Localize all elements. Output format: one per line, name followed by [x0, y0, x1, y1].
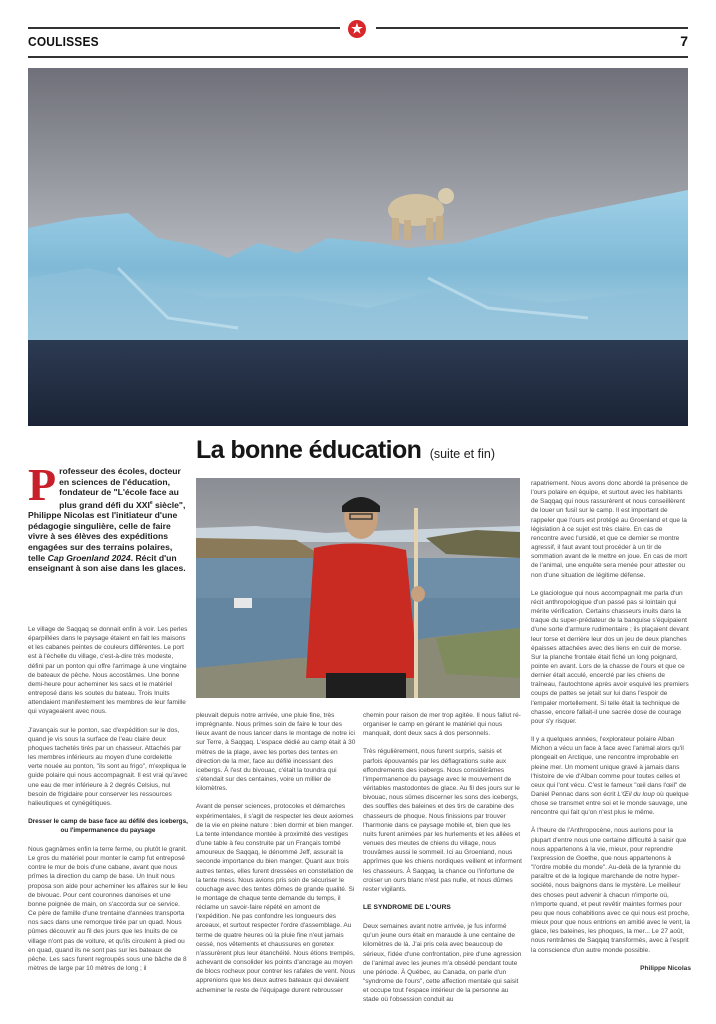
header-rule-top-left: [28, 27, 340, 29]
paragraph: rapatriement. Nous avons donc abordé la présence de l'ours polaire en équipe, et surtout avec les habitants de Saqqaq qui nous rassurèrent et nous conseillèrent de louer un fusil sur le camp. Il est important de rappeler que l'ours est protégé au Groenland et que la législation à ce sujet est très claire. En cas de rencontre avec l'ursidé, et que ce dernier se montre agressif, il faut avant tout procéder à un tir de sommation avant de le mettre en joue. En cas de mort de l'animal, une enquête sera menée pour attester ou non d'une situation de légitime défense.: [531, 480, 688, 579]
subheading: LE SYNDROME DE L'OURS: [363, 903, 451, 911]
article-title: [196, 436, 495, 465]
lead-italic: Cap Groenland 2024: [47, 552, 131, 563]
column-4: [531, 479, 691, 973]
paragraph-text: Il y a quelques années, l'explorateur polaire Alban Michon a vécu un face à face avec l'animal alors qu'il plongeait en Arctique, une rencontre improbable en pleine mer. Un moment unique gravé à jamais dans l'histoire de vie d'Alban comme pour toutes celles et ceux qui l'ont vécu. C'est le fameux "œil dans l'œil" de Daniel Pennac dans son écrit: [531, 736, 687, 798]
paragraph: Très régulièrement, nous furent surpris, saisis et parfois épouvantés par les déflagrations suite aux effondrements des icebergs. Nous considérâmes l'impermanence du paysage avec le mouvement de véritables mastodontes de glace. Au fil des jours sur le bivouac, nous sûmes discerner les sons des icebergs, des souffles des baleines et des tirs de carabine des chasseurs de phoque. Nous finissions par trouver l'harmonie dans ce paysage mobile et, bien que les nuits furent animées par les hurlements et les allées et venues des meutes de chiens du village, nous trouvâmes aussi le sommeil. Ici au Groenland, nous apprîmes que les chiens nordiques veillent et informent les chasseurs. À Saqqaq, la chance ou l'infortune de croiser un ours blanc n'est pas nulle, et nous dûmes rester vigilants.: [363, 748, 522, 893]
paragraph: Le glaciologue qui nous accompagnait me parla d'un récit anthropologique d'un passé pas si lointain qui mérite vérification. Certains chasseurs inuits dans la traque du super-prédateur de la banquise s'équipaient d'une sorte d'armure rudimentaire ; ils plaçaient devant leur torse et derrière leur dos un jeu de deux planches épaisses attachées avec des liens en cuir de morse. Sur la planche frontale était fiché un long poignard, pointe en avant. Lors de la chasse de l'ours et que ce dernier était acculé, encerclé par les chiens de traîneau, l'autochtone après avoir esquivé les premiers coups de pattes se jetait sur lui dans l'espoir de l'empaler mortellement. Si telle était la technique de chasse, encore fallait-il une sacrée dose de courage pour s'y risquer.: [531, 589, 689, 725]
author-signature: Philippe Nicolas: [640, 964, 691, 972]
paragraph: Avant de penser sciences, protocoles et démarches expérimentales, il s'agit de respecter les deux axiomes de la vie en pleine nature : bien dormir et bien manger. La tente intendance montée à proximité des vestiges d'une table à feu construite par un Français tombé amoureux de Saqqaq, le dénommé Jeff, assurait la seconde importance du bien manger. Quant aux trois autres tentes, elles furent dressées en constellation de la tente mess. Nous avions pris soin de sécuriser le couchage avec des tentes dômes de grande qualité. Si le montage de chaque tente demande du temps, il réclame un savoir-faire répété en amont de l'expédition. Ne pas confondre les longueurs des arceaux, et surtout respecter l'ordre d'assemblage. Au terme de quatre heures où la pluie fine n'eut jamais cessé, nos vêtements et chaussures en goretex n'assurèrent plus leur étanchéité. Nous étions trempés, achevant de consolider les points d'ancrage au moyen de blocs rocheux pour contrer les rafales de vent. Nous apprenions que les deux autres bateaux qui devaient acheminer le reste de l'équipage durent rebrousser: [196, 803, 356, 994]
lead-superscript: e: [149, 499, 153, 506]
hero-image-polar-bear: [28, 68, 688, 426]
column-3: [363, 711, 523, 1014]
paragraph: Deux semaines avant notre arrivée, je fus informé qu'un jeune ours était en maraude à une centaine de kilomètres de là. J'ai pris cela avec beaucoup de sérieux, l'idée d'une confrontation, pire d'une agression de l'animal avec les jeunes m'a obsédé pendant toute une période. À Québec, au Canada, on parle d'un "syndrome de l'ours", cette affection mentale qui saisit et occupe tout l'espace intérieur de la personne au stade où l'obsession conduit au: [363, 923, 522, 1004]
article-title-suffix: (suite et fin): [429, 447, 495, 461]
column-2: [196, 711, 356, 1004]
paragraph: chemin pour raison de mer trop agitée. Il nous fallut ré-organiser le camp en gérant le matériel qui nous manquait, dont deux sacs à dos personnels.: [363, 712, 521, 738]
drop-cap: P: [28, 459, 57, 510]
book-title: L'Œil du loup: [617, 791, 655, 798]
article-lead: [28, 459, 190, 574]
paragraph: À l'heure de l'Anthropocène, nous aurions pour la plupart d'entre nous une certaine difficulté à saisir que nous appartenons à la vie, mieux, pour reprendre l'expression de Goethe, que nous appartenons à "l'ordre mobile du monde". Au-delà de la tyrannie du paraître et de la logique marchande de notre hyper-société, nous baignons dans le mystère. Le meilleur des choses peut advenir à chacun n'importe où, n'importe quand, et peut revêtir maintes formes pour peu que nous cohabitions avec ce qui nous est proche, mieux pour que nous entrions en amitié avec le vent, la glace, les baleines, les phoques, la mer... Le 27 août, nous rentrâmes de Saqqaq transformés, avec à l'esprit la conscience d'un autre monde possible.: [531, 827, 690, 954]
portrait-image: [196, 478, 520, 698]
column-1: [28, 625, 188, 982]
header-rule-bottom: [28, 56, 688, 58]
star-badge-icon: ★: [348, 20, 366, 38]
subheading: Dresser le camp de base face au défilé des icebergs, ou l'impermanence du paysage: [28, 817, 188, 834]
page-number: 7: [680, 33, 688, 49]
paragraph: Le village de Saqqaq se donnait enfin à voir. Les perles éparpillées dans le paysage étaient en fait les maisons et les cabanes peintes de couleurs différentes. Le port est à l'échelle du village, c'est-à-dire très modeste, défini par un ponton qui offre l'arrimage à une vingtaine de bateaux de pêche. Nous accostâmes. Une bonne demi-heure pour acheminer les sacs et le matériel entreposé dans les soutes du bateau. Trois Inuits attendaient manifestement les membres de leur famille qui voyageaient avec nous.: [28, 626, 188, 716]
lead-text-2: siècle", Philippe Nicolas est l'initiateur d'une pédagogie singulière, celle de faire vivre à ses élèves des expéditions engagées sur des terrains polaires, telle: [28, 499, 186, 563]
lead-text-3: . Récit d'un enseignant à son aise dans les glaces.: [28, 552, 186, 574]
paragraph: [531, 735, 691, 817]
paragraph: pleuvait depuis notre arrivée, une pluie fine, très imprégnante. Nous prîmes soin de faire le tour des lieux avant de nous lancer dans le montage de notre ici sur Terre, à Saqqaq. L'espace dédié au camp était à 30 mètres de la plage, avec les portes des tentes en direction de la mer, face au défilé incessant des icebergs. À l'est du bivouac, c'était la toundra qui s'étendait sur des centaines, voire un millier de kilomètres.: [196, 712, 356, 793]
article-title-main: La bonne éducation: [196, 436, 422, 464]
paragraph-text: où quelque chose se transmet entre soi et le monde sauvage, une rencontre qui fait qu'on n'est plus le même.: [531, 791, 689, 817]
paragraph: Nous gagnâmes enfin la terre ferme, ou plutôt le granit. Le gros du matériel pour monter le camp fut entreposé contre le mur de bois d'une cabane, avant que nous prîmes la direction du camp de base. Un Inuit nous proposa son aide pour acheminer les affaires sur le lieu de bivouac. Pour cent couronnes danoises et une bonne poignée de main, on s'accorda sur ce service. Ce père de famille d'une trentaine d'années transporta nos sacs dans une remorque tirée par un quad. Nous pûmes découvrir au fil des jours que les Inuits de ce village n'ont pas de voiture, et qu'ils circulent à pied ou en quad, quand ils ne sont pas sur les bateaux de pêche. Les sacs furent regroupés sous une bâche de 8 mètres de large par 10 mètres de long ; il: [28, 845, 188, 972]
lead-text-1: rofesseur des écoles, docteur en sciences de l'éducation, fondateur de "L'école face au plus grand défi du XXI: [59, 466, 181, 510]
paragraph: J'avançais sur le ponton, sac d'expédition sur le dos, quand je vis sous la surface de l'eau claire deux phoques tachetés tirés par un chasseur. Attachés par les membres inférieurs au moyen d'une cordelette verte nouée au ponton, "ils sont au frigo", m'expliqua le guide polaire qui nous accompagnait. Il est vrai qu'avec une eau de mer inférieure à 2 degrés Celsius, nul besoin de frigidaire pour conserver les ressources halieutiques et cynégétiques.: [28, 726, 188, 807]
section-label: COULISSES: [28, 34, 99, 49]
header-rule-top-right: [376, 27, 688, 29]
